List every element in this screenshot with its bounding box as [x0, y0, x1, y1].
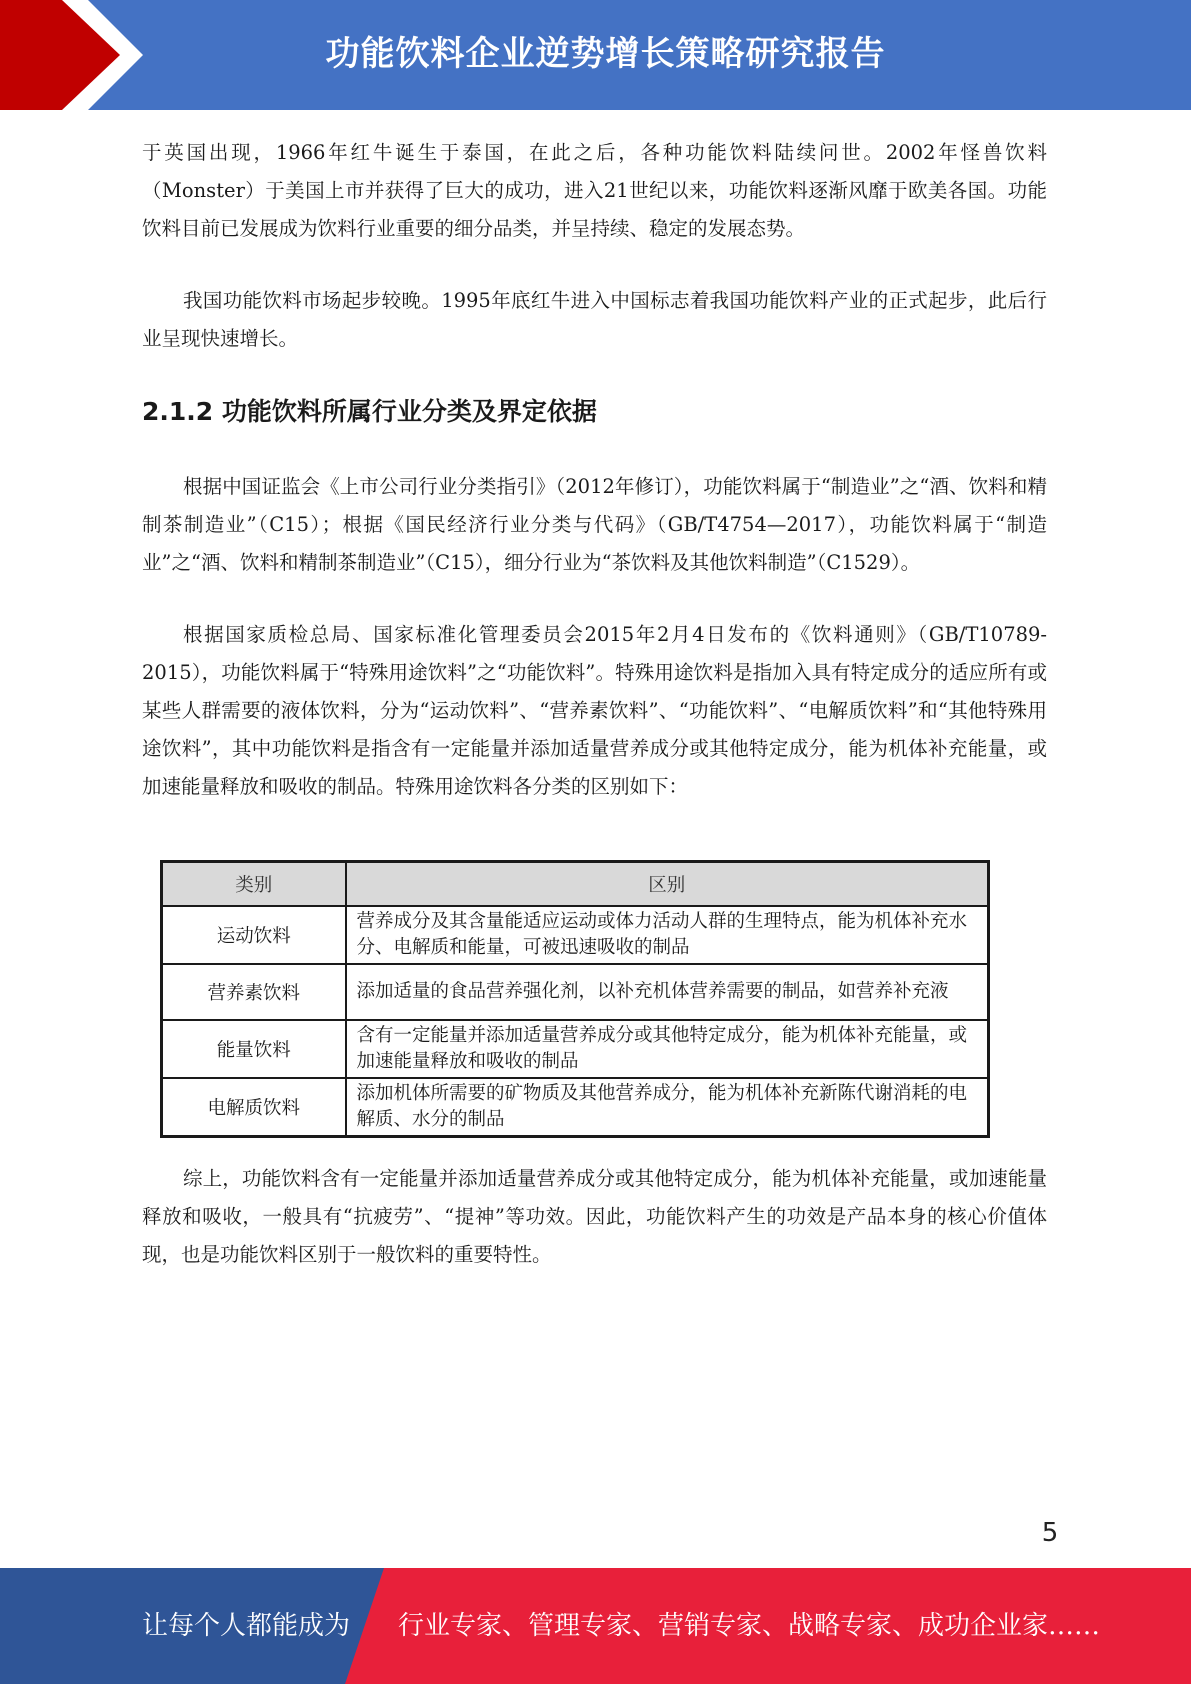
- category-cell: 电解质饮料: [162, 1078, 346, 1137]
- table-row: [162, 964, 989, 1020]
- category-cell: 运动饮料: [162, 906, 346, 964]
- paragraph-china-market: 我国功能饮料市场起步较晚。1995年底红牛进入中国标志着我国功能饮料产业的正式起步，此后行业呈现快速增长。: [142, 289, 1047, 350]
- difference-cell: 添加适量的食品营养强化剂，以补充机体营养需要的制品，如营养补充液: [346, 964, 989, 1020]
- paragraph-history: 于英国出现，1966年红牛诞生于泰国，在此之后，各种功能饮料陆续问世。2002年怪兽饮料（Monster）于美国上市并获得了巨大的成功，进入21世纪以来，功能饮料逐渐风靡于欧美各国。功能饮料目前已发展成为饮料行业重要的细分品类，并呈持续、稳定的发展态势。: [142, 141, 1047, 240]
- difference-cell: 含有一定能量并添加适量营养成分或其他特定成分，能为机体补充能量，或加速能量释放和吸收的制品: [346, 1020, 989, 1078]
- page-header: [0, 0, 1191, 110]
- table-row: [162, 906, 989, 964]
- paragraph-summary: 综上，功能饮料含有一定能量并添加适量营养成分或其他特定成分，能为机体补充能量，或加速能量释放和吸收，一般具有“抗疲劳”、“提神”等功效。因此，功能饮料产生的功效是产品本身的核心价值体现，也是功能饮料区别于一般饮料的重要特性。: [142, 1166, 1047, 1266]
- paragraph-industry-classification: 根据中国证监会《上市公司行业分类指引》（2012年修订），功能饮料属于“制造业”之“酒、饮料和精制茶制造业”（C15）；根据《国民经济行业分类与代码》（GB/T4754—2017），功能饮料属于“制造业”之“酒、饮料和精制茶制造业”（C15），细分行业为“茶饮料及其他饮料制造”（C1529）。: [142, 475, 1047, 574]
- page-number: 5: [1041, 1518, 1059, 1548]
- report-title: 功能饮料企业逆势增长策略研究报告: [325, 34, 886, 74]
- table-row: [162, 1020, 989, 1078]
- footer-slogan-right: 行业专家、管理专家、营销专家、战略专家、成功企业家……: [398, 1611, 1101, 1641]
- column-header-difference: 区别: [346, 862, 989, 906]
- category-cell: 营养素饮料: [162, 964, 346, 1020]
- table-header-row: [162, 862, 989, 906]
- classification-table: [160, 860, 990, 1138]
- main-content: [142, 134, 1047, 1274]
- category-cell: 能量饮料: [162, 1020, 346, 1078]
- page-footer: [0, 1568, 1191, 1684]
- difference-cell: 添加机体所需要的矿物质及其他营养成分，能为机体补充新陈代谢消耗的电解质、水分的制品: [346, 1078, 989, 1137]
- table-row: [162, 1078, 989, 1137]
- footer-slogan-left: 让每个人都能成为: [142, 1611, 351, 1641]
- section-heading: 2.1.2 功能饮料所属行业分类及界定依据: [142, 397, 597, 426]
- difference-cell: 营养成分及其含量能适应运动或体力活动人群的生理特点，能为机体补充水分、电解质和能量，可被迅速吸收的制品: [346, 906, 989, 964]
- paragraph-beverage-standard: 根据国家质检总局、国家标准化管理委员会2015年2月4日发布的《饮料通则》（GB/T10789-2015），功能饮料属于“特殊用途饮料”之“功能饮料”。特殊用途饮料是指加入具有特定成分的适应所有或某些人群需要的液体饮料，分为“运动饮料”、“营养素饮料”、“功能饮料”、“电解质饮料”和“其他特殊用途饮料”，其中功能饮料是指含有一定能量并添加适量营养成分或其他特定成分，能为机体补充能量，或加速能量释放和吸收的制品。特殊用途饮料各分类的区别如下：: [142, 623, 1047, 798]
- column-header-category: 类别: [162, 862, 346, 906]
